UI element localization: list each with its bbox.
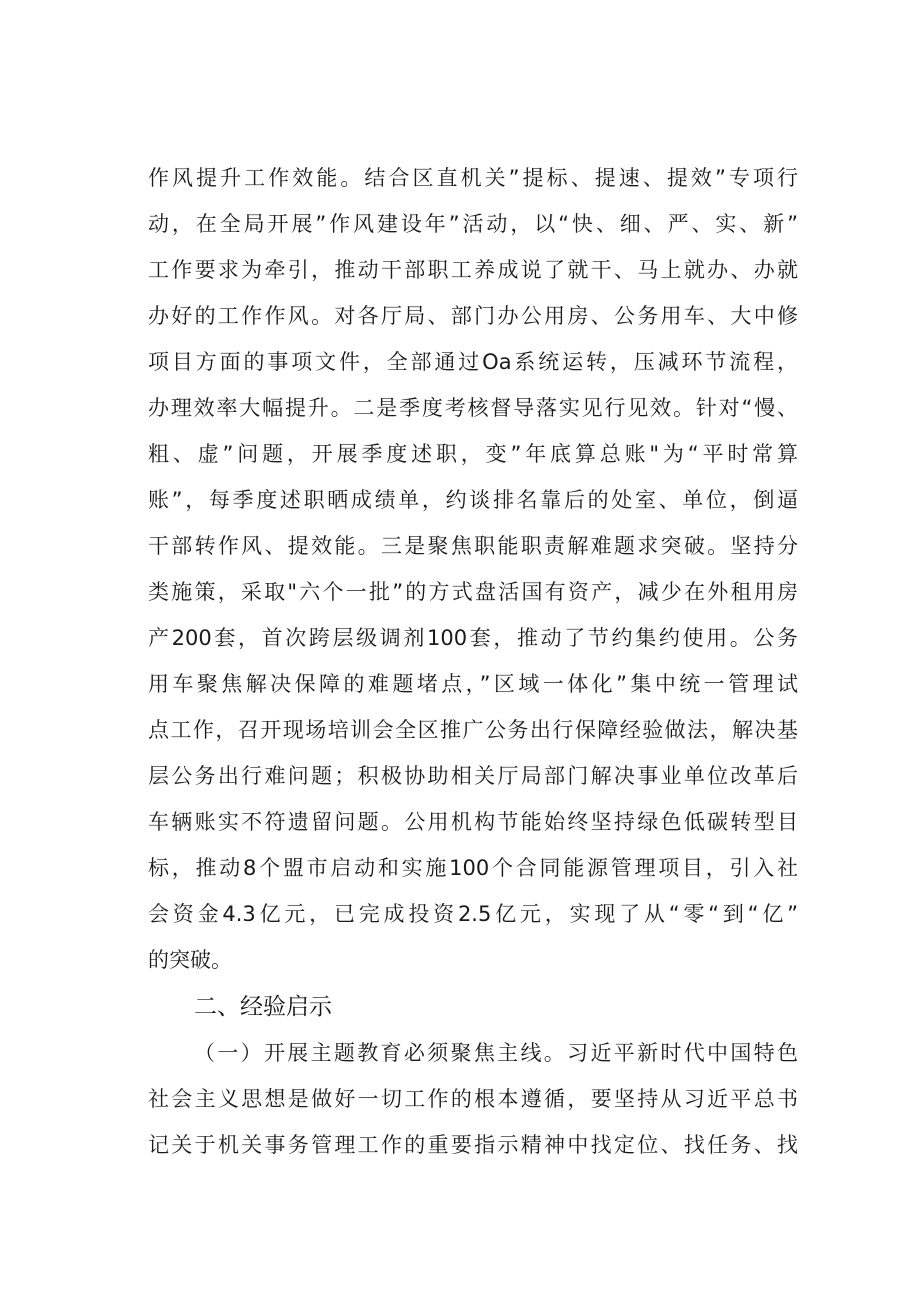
body-text-line: 社会主义思想是做好一切工作的根本遵循，要坚持从习近平总书 (148, 1087, 798, 1111)
body-text-line: 账”，每季度述职晒成绩单，约谈排名靠后的处室、单位，倒逼 (148, 488, 798, 512)
body-text-line: 类施策，采取"六个一批”的方式盘活国有资产，减少在外租用房 (148, 580, 798, 604)
body-text-line: 办好的工作作风。对各厅局、部门办公用房、公务用车、大中修 (148, 304, 798, 328)
body-text-line: 工作要求为牵引，推动干部职工养成说了就干、马上就办、办就 (148, 258, 798, 282)
body-text-line: 的突破。 (148, 948, 232, 972)
body-text-line: 产200套，首次跨层级调剂100套，推动了节约集约使用。公务 (148, 626, 798, 650)
body-text-line: 项目方面的事项文件，全部通过Oa系统运转，压减环节流程， (148, 350, 798, 374)
body-text-line: 作风提升工作效能。结合区直机关”提标、提速、提效”专项行 (148, 166, 798, 190)
body-text-line: 粗、虚”问题，开展季度述职，变”年底算总账"为“平时常算 (148, 442, 798, 466)
body-text-line: 会资金4.3亿元，已完成投资2.5亿元，实现了从“零“到“亿” (148, 902, 798, 926)
body-text-line: 动，在全局开展”作风建设年”活动，以“快、细、严、实、新” (148, 212, 798, 236)
body-text-line: 车辆账实不符遗留问题。公用机构节能始终坚持绿色低碳转型目 (148, 810, 798, 834)
body-text-line: 点工作，召开现场培训会全区推广公务出行保障经验做法，解决基 (148, 718, 798, 742)
body-text-line: 记关于机关事务管理工作的重要指示精神中找定位、找任务、找 (148, 1133, 798, 1157)
body-text-line: 用车聚焦解决保障的难题堵点，”区域一体化”集中统一管理试 (148, 672, 798, 696)
section-heading: 二、经验启示 (194, 994, 332, 1020)
body-text-line: 层公务出行难问题；积极协助相关厅局部门解决事业单位改革后 (148, 764, 798, 788)
body-text-line: 标，推动8个盟市启动和实施100个合同能源管理项目，引入社 (148, 856, 798, 880)
body-text-line: 干部转作风、提效能。三是聚焦职能职责解难题求突破。坚持分 (148, 534, 798, 558)
body-text-line: （一）开展主题教育必须聚焦主线。习近平新时代中国特色 (194, 1041, 798, 1065)
body-text-line: 办理效率大幅提升。二是季度考核督导落实见行见效。针对“慢、 (148, 396, 798, 420)
